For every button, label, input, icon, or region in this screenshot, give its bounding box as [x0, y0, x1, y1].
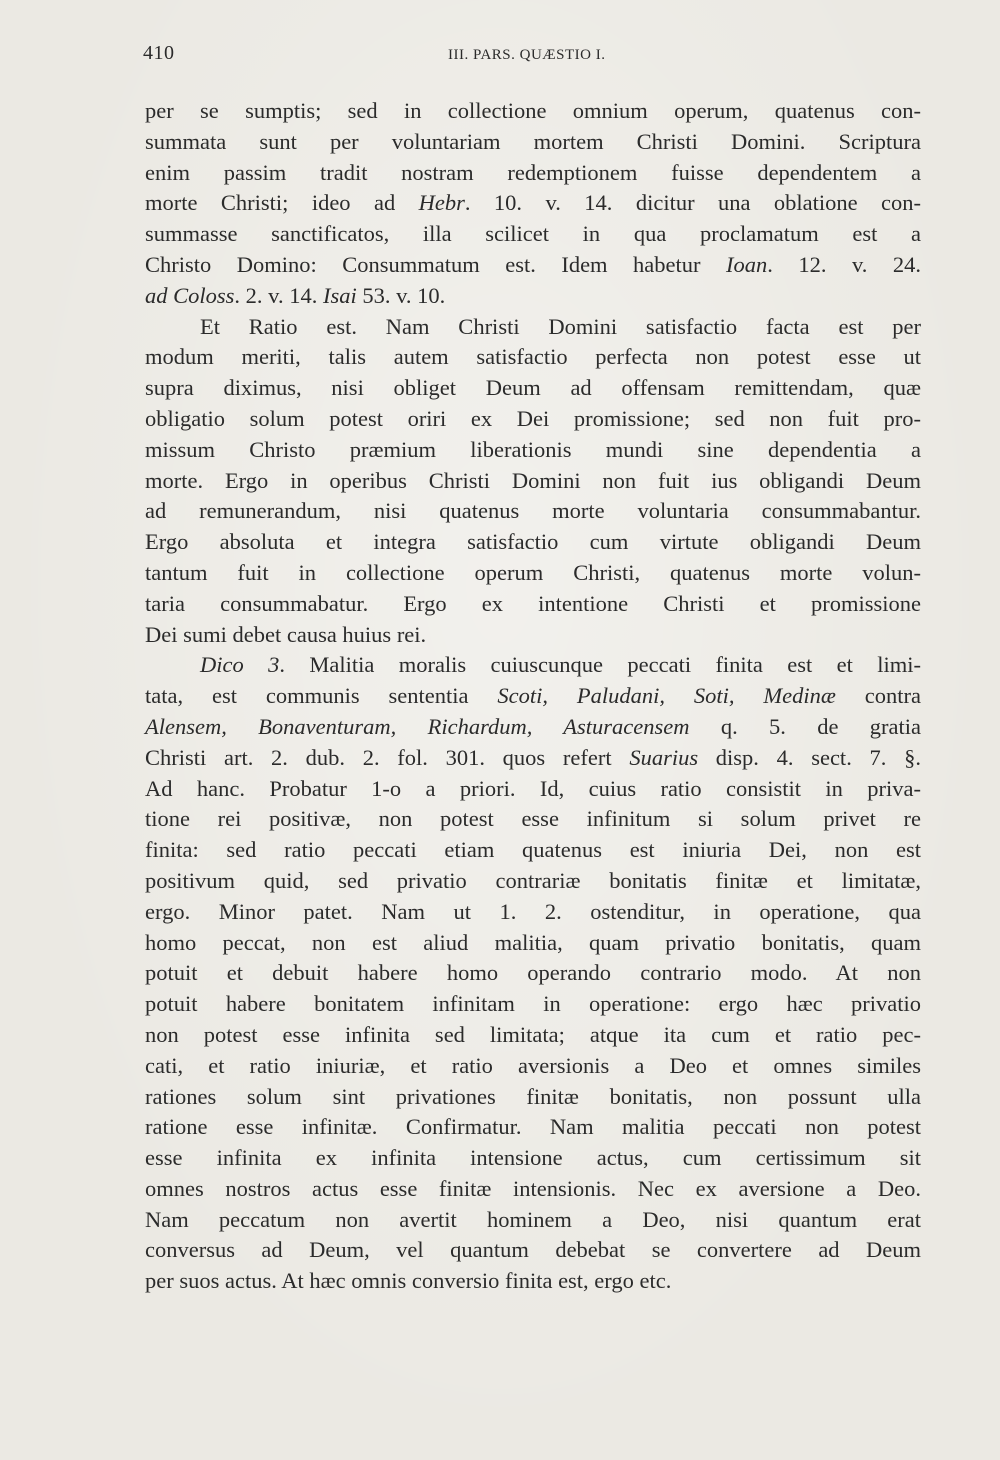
text-segment: morte. Ergo in operibus Christi Domini non fuit ius obligandi Deum [145, 467, 921, 493]
text-line [145, 958, 921, 989]
text-segment: Ad hanc. Probatur 1-o a priori. Id, cuius ratio consistit in priva- [145, 775, 921, 801]
text-segment: . 2. v. 14. [234, 282, 323, 308]
text-segment: omnes nostros actus esse finitæ intensionis. Nec ex aversione a Deo. [145, 1175, 921, 1201]
italic-reference: Isai [322, 282, 357, 308]
text-line [145, 804, 921, 835]
text-segment: conversus ad Deum, vel quantum debebat se convertere ad Deum [145, 1237, 921, 1263]
text-line [145, 897, 921, 928]
text-line [145, 866, 921, 897]
text-line [145, 1082, 921, 1113]
text-segment: per se sumptis; sed in collectione omnium operum, quatenus con- [145, 98, 921, 123]
text-line [145, 743, 921, 774]
text-segment: tantum fuit in collectione operum Christi, quatenus morte volun- [145, 559, 921, 585]
text-segment: tata, est communis sententia [145, 683, 498, 709]
text-line [145, 835, 921, 866]
text-line [145, 404, 921, 435]
text-segment: missum Christo præmium liberationis mundi sine dependentia a [145, 436, 921, 462]
text-segment: summata sunt per voluntariam mortem Christi Domini. Scriptura [145, 128, 921, 154]
text-line [145, 342, 921, 373]
text-line [145, 373, 921, 404]
text-line [145, 1235, 921, 1266]
text-segment: taria consummabatur. Ergo ex intentione Christi et promissione [145, 590, 921, 616]
text-segment: enim passim tradit nostram redemptionem fuisse dependentem a [145, 159, 921, 185]
text-segment: Nam peccatum non avertit hominem a Deo, nisi quantum erat [145, 1206, 921, 1232]
text-line [145, 496, 921, 527]
text-line [145, 558, 921, 589]
text-segment: Et Ratio est. Nam Christi Domini satisfactio facta est per [200, 313, 921, 339]
text-line [145, 589, 921, 620]
text-line [145, 1020, 921, 1051]
text-line [145, 281, 921, 312]
text-segment: positivum quid, sed privatio contrariæ bonitatis finitæ et limitatæ, [145, 867, 921, 893]
text-line [145, 1266, 921, 1297]
text-line [145, 650, 921, 681]
text-segment: finita: sed ratio peccati etiam quatenus est iniuria Dei, non est [145, 837, 921, 863]
text-line [145, 466, 921, 497]
text-line [145, 188, 921, 219]
text-segment: potuit habere bonitatem infinitam in operatione: ergo hæc privatio [145, 991, 921, 1017]
italic-reference: Hebr [418, 190, 465, 216]
italic-reference: ad Coloss [145, 282, 235, 308]
text-line [145, 1174, 921, 1205]
text-segment: tione rei positivæ, non potest esse infinitum si solum privet re [145, 806, 921, 832]
text-segment: rationes solum sint privationes finitæ bonitatis, non possunt ulla [145, 1083, 921, 1109]
text-segment: q. 5. de gratia [689, 713, 921, 739]
text-line [145, 928, 921, 959]
italic-reference: Dico 3 [200, 652, 280, 678]
text-segment: potuit et debuit habere homo operando contrario modo. At non [145, 960, 921, 986]
text-segment: disp. 4. sect. 7. §. [698, 744, 921, 770]
italic-reference: Ioan [726, 251, 768, 277]
text-segment: Dei sumi debet causa huius rei. [145, 621, 427, 647]
text-line [145, 989, 921, 1020]
text-line [145, 527, 921, 558]
page-header [143, 42, 923, 72]
text-segment: ratione esse infinitæ. Confirmatur. Nam malitia peccati non potest [145, 1114, 921, 1140]
italic-reference: Alensem, Bonaventuram, Richardum, Asturacensem [145, 713, 690, 739]
italic-reference: Scoti, Paludani, Soti, Medinæ [497, 683, 836, 709]
page-number: 410 [143, 42, 175, 64]
text-line [145, 712, 921, 743]
text-segment: contra [835, 683, 922, 709]
text-line [145, 250, 921, 281]
body-text [145, 96, 921, 1297]
text-segment: ergo. Minor patet. Nam ut 1. 2. ostenditur, in operatione, qua [145, 898, 921, 924]
text-line [145, 774, 921, 805]
text-line [145, 312, 921, 343]
text-segment: Ergo absoluta et integra satisfactio cum virtute obligandi Deum [145, 529, 921, 555]
text-line [145, 681, 921, 712]
text-line [145, 1143, 921, 1174]
text-line [145, 219, 921, 250]
text-segment: Christi art. 2. dub. 2. fol. 301. quos refert [145, 744, 630, 770]
text-line [145, 620, 921, 651]
text-segment: . 12. v. 24. [767, 251, 921, 277]
text-line [145, 1051, 921, 1082]
text-line [145, 96, 921, 127]
text-segment: supra diximus, nisi obliget Deum ad offensam remittendam, quæ [145, 375, 921, 401]
text-segment: ad remunerandum, nisi quatenus morte voluntaria consummabantur. [145, 498, 921, 524]
text-segment: obligatio solum potest oriri ex Dei promissione; sed non fuit pro- [145, 405, 921, 431]
text-segment: . Malitia moralis cuiuscunque peccati finita est et limi- [279, 652, 921, 678]
text-line [145, 158, 921, 189]
text-segment: morte Christi; ideo ad [145, 190, 419, 216]
text-segment: homo peccat, non est aliud malitia, quam privatio bonitatis, quam [145, 929, 921, 955]
text-line [145, 1205, 921, 1236]
text-line [145, 127, 921, 158]
running-head: III. PARS. QUÆSTIO I. [448, 47, 606, 63]
text-segment: modum meriti, talis autem satisfactio perfecta non potest esse ut [145, 344, 921, 370]
text-segment: non potest esse infinita sed limitata; atque ita cum et ratio pec- [145, 1021, 921, 1047]
text-segment: summasse sanctificatos, illa scilicet in qua proclamatum est a [145, 221, 921, 247]
text-segment: per suos actus. At hæc omnis conversio finita est, ergo etc. [145, 1268, 672, 1294]
text-line [145, 1112, 921, 1143]
text-segment: Christo Domino: Consummatum est. Idem habetur [145, 251, 726, 277]
text-segment: . 10. v. 14. dicitur una oblatione con- [464, 190, 922, 216]
text-segment: esse infinita ex infinita intensione actus, cum certissimum sit [145, 1145, 921, 1171]
text-line [145, 435, 921, 466]
text-segment: 53. v. 10. [356, 282, 446, 308]
text-segment: cati, et ratio iniuriæ, et ratio aversionis a Deo et omnes similes [145, 1052, 921, 1078]
italic-reference: Suarius [629, 744, 699, 770]
